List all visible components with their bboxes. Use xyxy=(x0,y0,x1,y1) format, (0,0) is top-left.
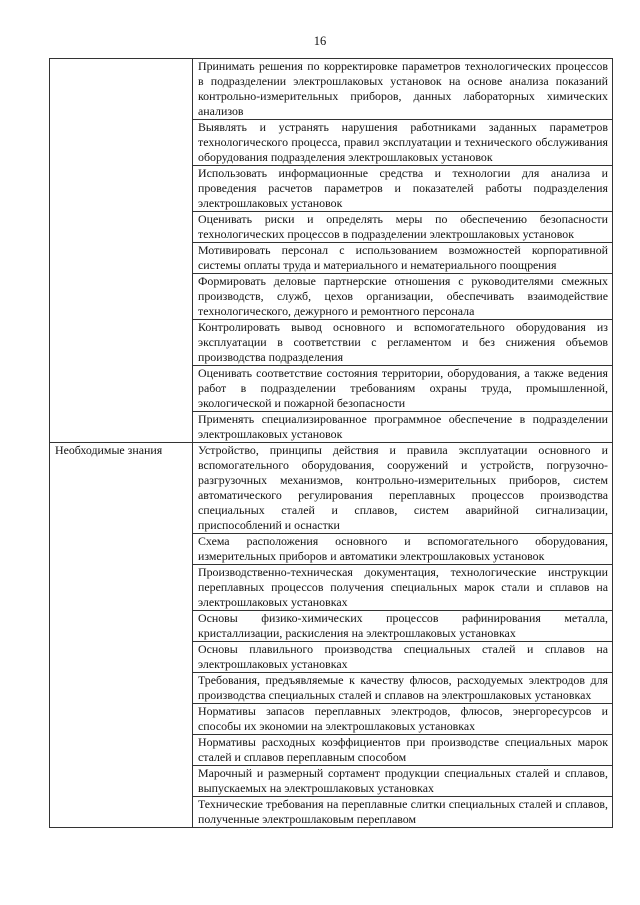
skills-item: Контролировать вывод основного и вспомогательного оборудования из эксплуатации в соответствии с регламентом и без снижения объемов производства подразделения xyxy=(193,320,613,366)
skills-item: Формировать деловые партнерские отношения с руководителями смежных производств, служб, цехов организации, обеспечивать взаимодействие технологического, дежурного и ремонтного персонала xyxy=(193,274,613,320)
knowledge-section-label: Необходимые знания xyxy=(50,443,193,828)
skills-section-label xyxy=(50,59,193,443)
knowledge-item: Устройство, принципы действия и правила эксплуатации основного и вспомогательного оборудования, сооружений и устройств, погрузочно-разгрузочных механизмов, контрольно-измерительных приборов, систем автоматического регулирования переплавных процессов производства специальных сталей и сплавов, систем аварийной сигнализации, приспособлений и оснастки xyxy=(193,443,613,534)
skills-item: Принимать решения по корректировке параметров технологических процессов в подразделении электрошлаковых установок на основе анализа показаний контрольно-измерительных приборов, данных лабораторных химических анализов xyxy=(193,59,613,120)
skills-item: Выявлять и устранять нарушения работниками заданных параметров технологического процесса, правил эксплуатации и технического обслуживания оборудования подразделения электрошлаковых установок xyxy=(193,120,613,166)
knowledge-item: Схема расположения основного и вспомогательного оборудования, измерительных приборов и автоматики электрошлаковых установок xyxy=(193,534,613,565)
knowledge-item: Основы физико-химических процессов рафинирования металла, кристаллизации, раскисления на электрошлаковых установках xyxy=(193,611,613,642)
skills-item: Использовать информационные средства и технологии для анализа и проведения расчетов параметров и показателей работы подразделения электрошлаковых установок xyxy=(193,166,613,212)
knowledge-row xyxy=(50,443,613,534)
knowledge-item: Производственно-техническая документация, технологические инструкции переплавных процессов получения специальных марок стали и сплавов на электрошлаковых установках xyxy=(193,565,613,611)
knowledge-item: Технические требования на переплавные слитки специальных сталей и сплавов, полученные электрошлаковым переплавом xyxy=(193,797,613,828)
knowledge-item: Марочный и размерный сортамент продукции специальных сталей и сплавов, выпускаемых на электрошлаковых установках xyxy=(193,766,613,797)
knowledge-item: Требования, предъявляемые к качеству флюсов, расходуемых электродов для производства специальных сталей и сплавов на электрошлаковых установках xyxy=(193,673,613,704)
page-number: 16 xyxy=(313,34,327,48)
knowledge-item: Нормативы запасов переплавных электродов, флюсов, энергоресурсов и способы их экономии на электрошлаковых установках xyxy=(193,704,613,735)
competency-table xyxy=(49,58,613,828)
skills-item: Мотивировать персонал с использованием возможностей корпоративной системы оплаты труда и материального и нематериального поощрения xyxy=(193,243,613,274)
knowledge-item: Нормативы расходных коэффициентов при производстве специальных марок сталей и сплавов переплавным способом xyxy=(193,735,613,766)
skills-item: Применять специализированное программное обеспечение в подразделении электрошлаковых установок xyxy=(193,412,613,443)
skills-item: Оценивать соответствие состояния территории, оборудования, а также ведения работ в подразделении требованиям охраны труда, промышленной, экологической и пожарной безопасности xyxy=(193,366,613,412)
skills-row xyxy=(50,59,613,120)
skills-item: Оценивать риски и определять меры по обеспечению безопасности технологических процессов в подразделении электрошлаковых установок xyxy=(193,212,613,243)
knowledge-item: Основы плавильного производства специальных сталей и сплавов на электрошлаковых установках xyxy=(193,642,613,673)
